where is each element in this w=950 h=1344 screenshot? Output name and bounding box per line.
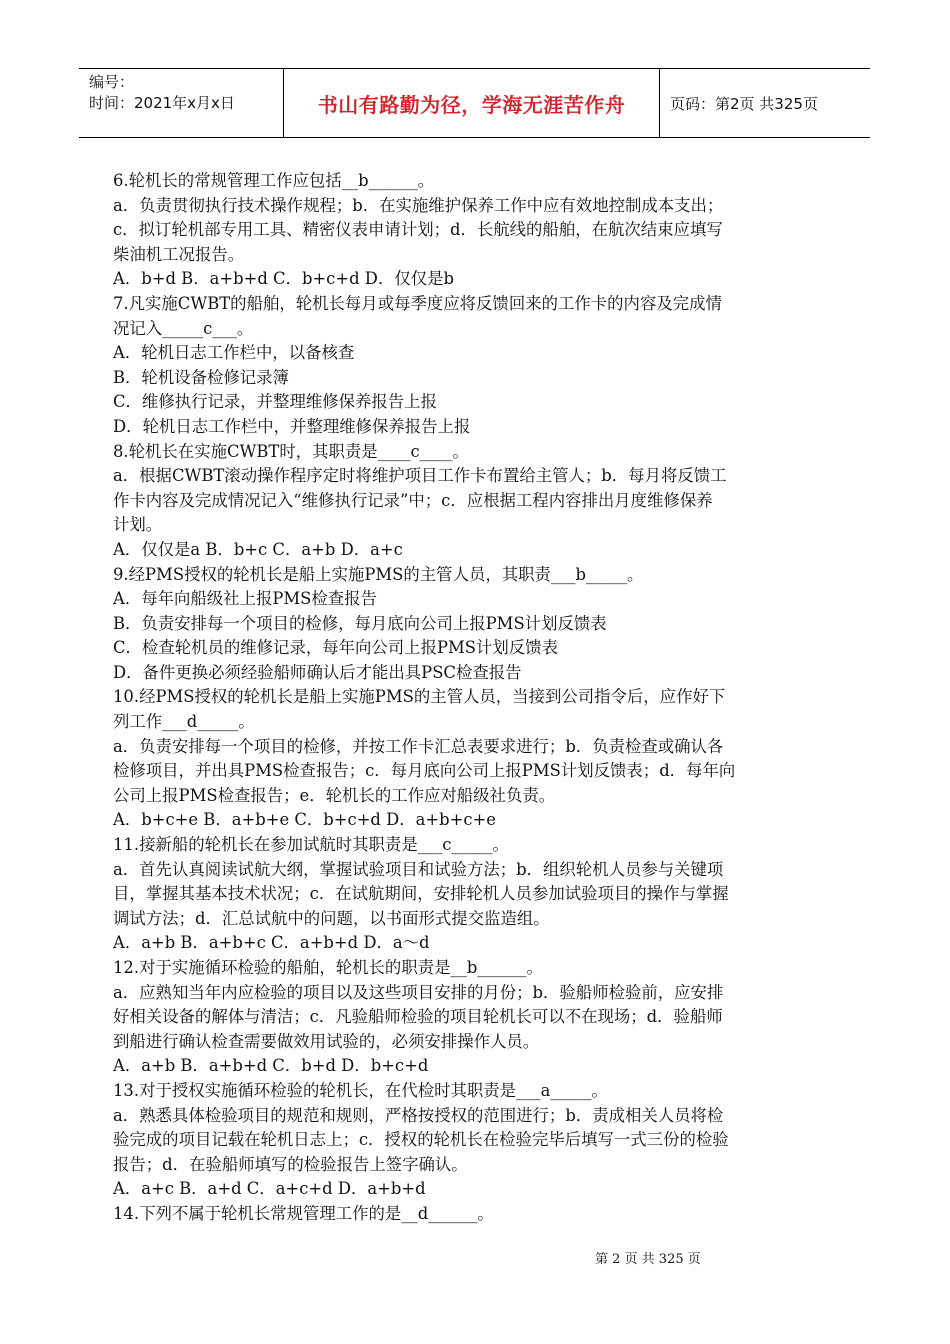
text-line: A．b+d B．a+b+d C．b+c+d D．仅仅是b <box>113 269 454 289</box>
document-number-label: 编号： <box>89 73 135 91</box>
text-line: 7.凡实施CWBT的船舶，轮机长每月或每季度应将反馈回来的工作卡的内容及完成情 <box>113 293 722 313</box>
text-line: 计划。 <box>113 515 163 535</box>
text-line: c．拟订轮机部专用工具、精密仪表申请计划；d．长航线的船舶，在航次结束应填写 <box>113 220 723 240</box>
text-line: a．根据CWBT滚动操作程序定时将维护项目工作卡布置给主管人；b．每月将反馈工 <box>113 466 727 486</box>
text-line: B．负责安排每一个项目的检修，每月底向公司上报PMS计划反馈表 <box>113 613 607 633</box>
text-line: 列工作___d_____。 <box>113 712 255 732</box>
text-line: 作卡内容及完成情况记入“维修执行记录”中；c．应根据工程内容排出月度维修保养 <box>113 490 713 510</box>
text-line: 况记入_____c___。 <box>113 318 254 338</box>
text-line: 目，掌握其基本技术状况；c．在试航期间，安排轮机人员参加试验项目的操作与掌握 <box>113 884 729 904</box>
text-line: A．a+b B．a+b+c C．a+b+d D．a～d <box>113 933 430 953</box>
text-line: A．仅仅是a B．b+c C．a+b D．a+c <box>113 539 403 559</box>
page-header <box>79 68 870 138</box>
text-line: A．b+c+e B．a+b+e C．b+c+d D．a+b+c+e <box>113 810 497 830</box>
document-date: 时间：2021年x月x日 <box>89 94 235 112</box>
text-line: a．应熟知当年内应检验的项目以及这些项目安排的月份；b．验船师检验前，应安排 <box>113 982 724 1002</box>
page-footer: 第 2 页 共 325 页 <box>595 1252 701 1267</box>
header-motto: 书山有路勤为径，学海无涯苦作舟 <box>284 69 660 137</box>
text-line: a．首先认真阅读试航大纲，掌握试验项目和试验方法；b．组织轮机人员参与关键项 <box>113 859 724 879</box>
text-line: 13.对于授权实施循环检验的轮机长，在代检时其职责是___a_____。 <box>113 1080 608 1100</box>
text-line: 调试方法；d．汇总试航中的问题，以书面形式提交监造组。 <box>113 908 550 928</box>
text-line: 8.轮机长在实施CWBT时，其职责是____c____。 <box>113 441 469 461</box>
text-line: a．熟悉具体检验项目的规范和规则，严格按授权的范围进行；b．责成相关人员将检 <box>113 1105 724 1125</box>
text-line: D．轮机日志工作栏中，并整理维修保养报告上报 <box>113 416 471 436</box>
text-line: A．a+b B．a+b+d C．b+d D．b+c+d <box>113 1056 429 1076</box>
text-line: C．检查轮机员的维修记录，每年向公司上报PMS计划反馈表 <box>113 638 558 658</box>
text-line: 9.经PMS授权的轮机长是船上实施PMS的主管人员，其职责___b_____。 <box>113 564 644 584</box>
text-line: B．轮机设备检修记录簿 <box>113 367 289 387</box>
text-line: 验完成的项目记载在轮机日志上；c．授权的轮机长在检验完毕后填写一式三份的检验 <box>113 1130 729 1150</box>
text-line: 报告；d．在验船师填写的检验报告上签字确认。 <box>113 1154 468 1174</box>
text-line: 10.经PMS授权的轮机长是船上实施PMS的主管人员，当接到公司指令后，应作好下 <box>113 687 726 707</box>
text-line: A．轮机日志工作栏中，以备核查 <box>113 343 355 363</box>
text-line: C．维修执行记录，并整理维修保养报告上报 <box>113 392 437 412</box>
text-line: 6.轮机长的常规管理工作应包括__b______。 <box>113 171 435 190</box>
text-line: a．负责贯彻执行技术操作规程；b．在实施维护保养工作中应有效地控制成本支出； <box>113 195 724 215</box>
header-page-info: 页码：第2页 共325页 <box>670 94 818 113</box>
text-line: A．a+c B．a+d C．a+c+d D．a+b+d <box>113 1179 426 1199</box>
header-meta <box>79 69 284 137</box>
document-body <box>113 169 833 1227</box>
text-line: D．备件更换必须经验船师确认后才能出具PSC检查报告 <box>113 662 522 682</box>
text-line: 到船进行确认检查需要做效用试验的，必须安排操作人员。 <box>113 1031 540 1051</box>
text-line: 公司上报PMS检查报告；e．轮机长的工作应对船级社负责。 <box>113 785 556 805</box>
text-line: A．每年向船级社上报PMS检查报告 <box>113 589 377 609</box>
text-line: 14.下列不属于轮机长常规管理工作的是__d______。 <box>113 1203 494 1223</box>
text-line: 柴油机工况报告。 <box>113 244 245 264</box>
text-line: 检修项目，并出具PMS检查报告；c．每月底向公司上报PMS计划反馈表；d．每年向 <box>113 761 736 781</box>
text-line: a．负责安排每一个项目的检修，并按工作卡汇总表要求进行；b．负责检查或确认各 <box>113 736 724 756</box>
text-line: 好相关设备的解体与清洁；c．凡验船师检验的项目轮机长可以不在现场；d．验船师 <box>113 1007 723 1027</box>
text-line: 11.接新船的轮机长在参加试航时其职责是___c_____。 <box>113 835 509 855</box>
text-line: 12.对于实施循环检验的船舶，轮机长的职责是__b______。 <box>113 958 543 977</box>
